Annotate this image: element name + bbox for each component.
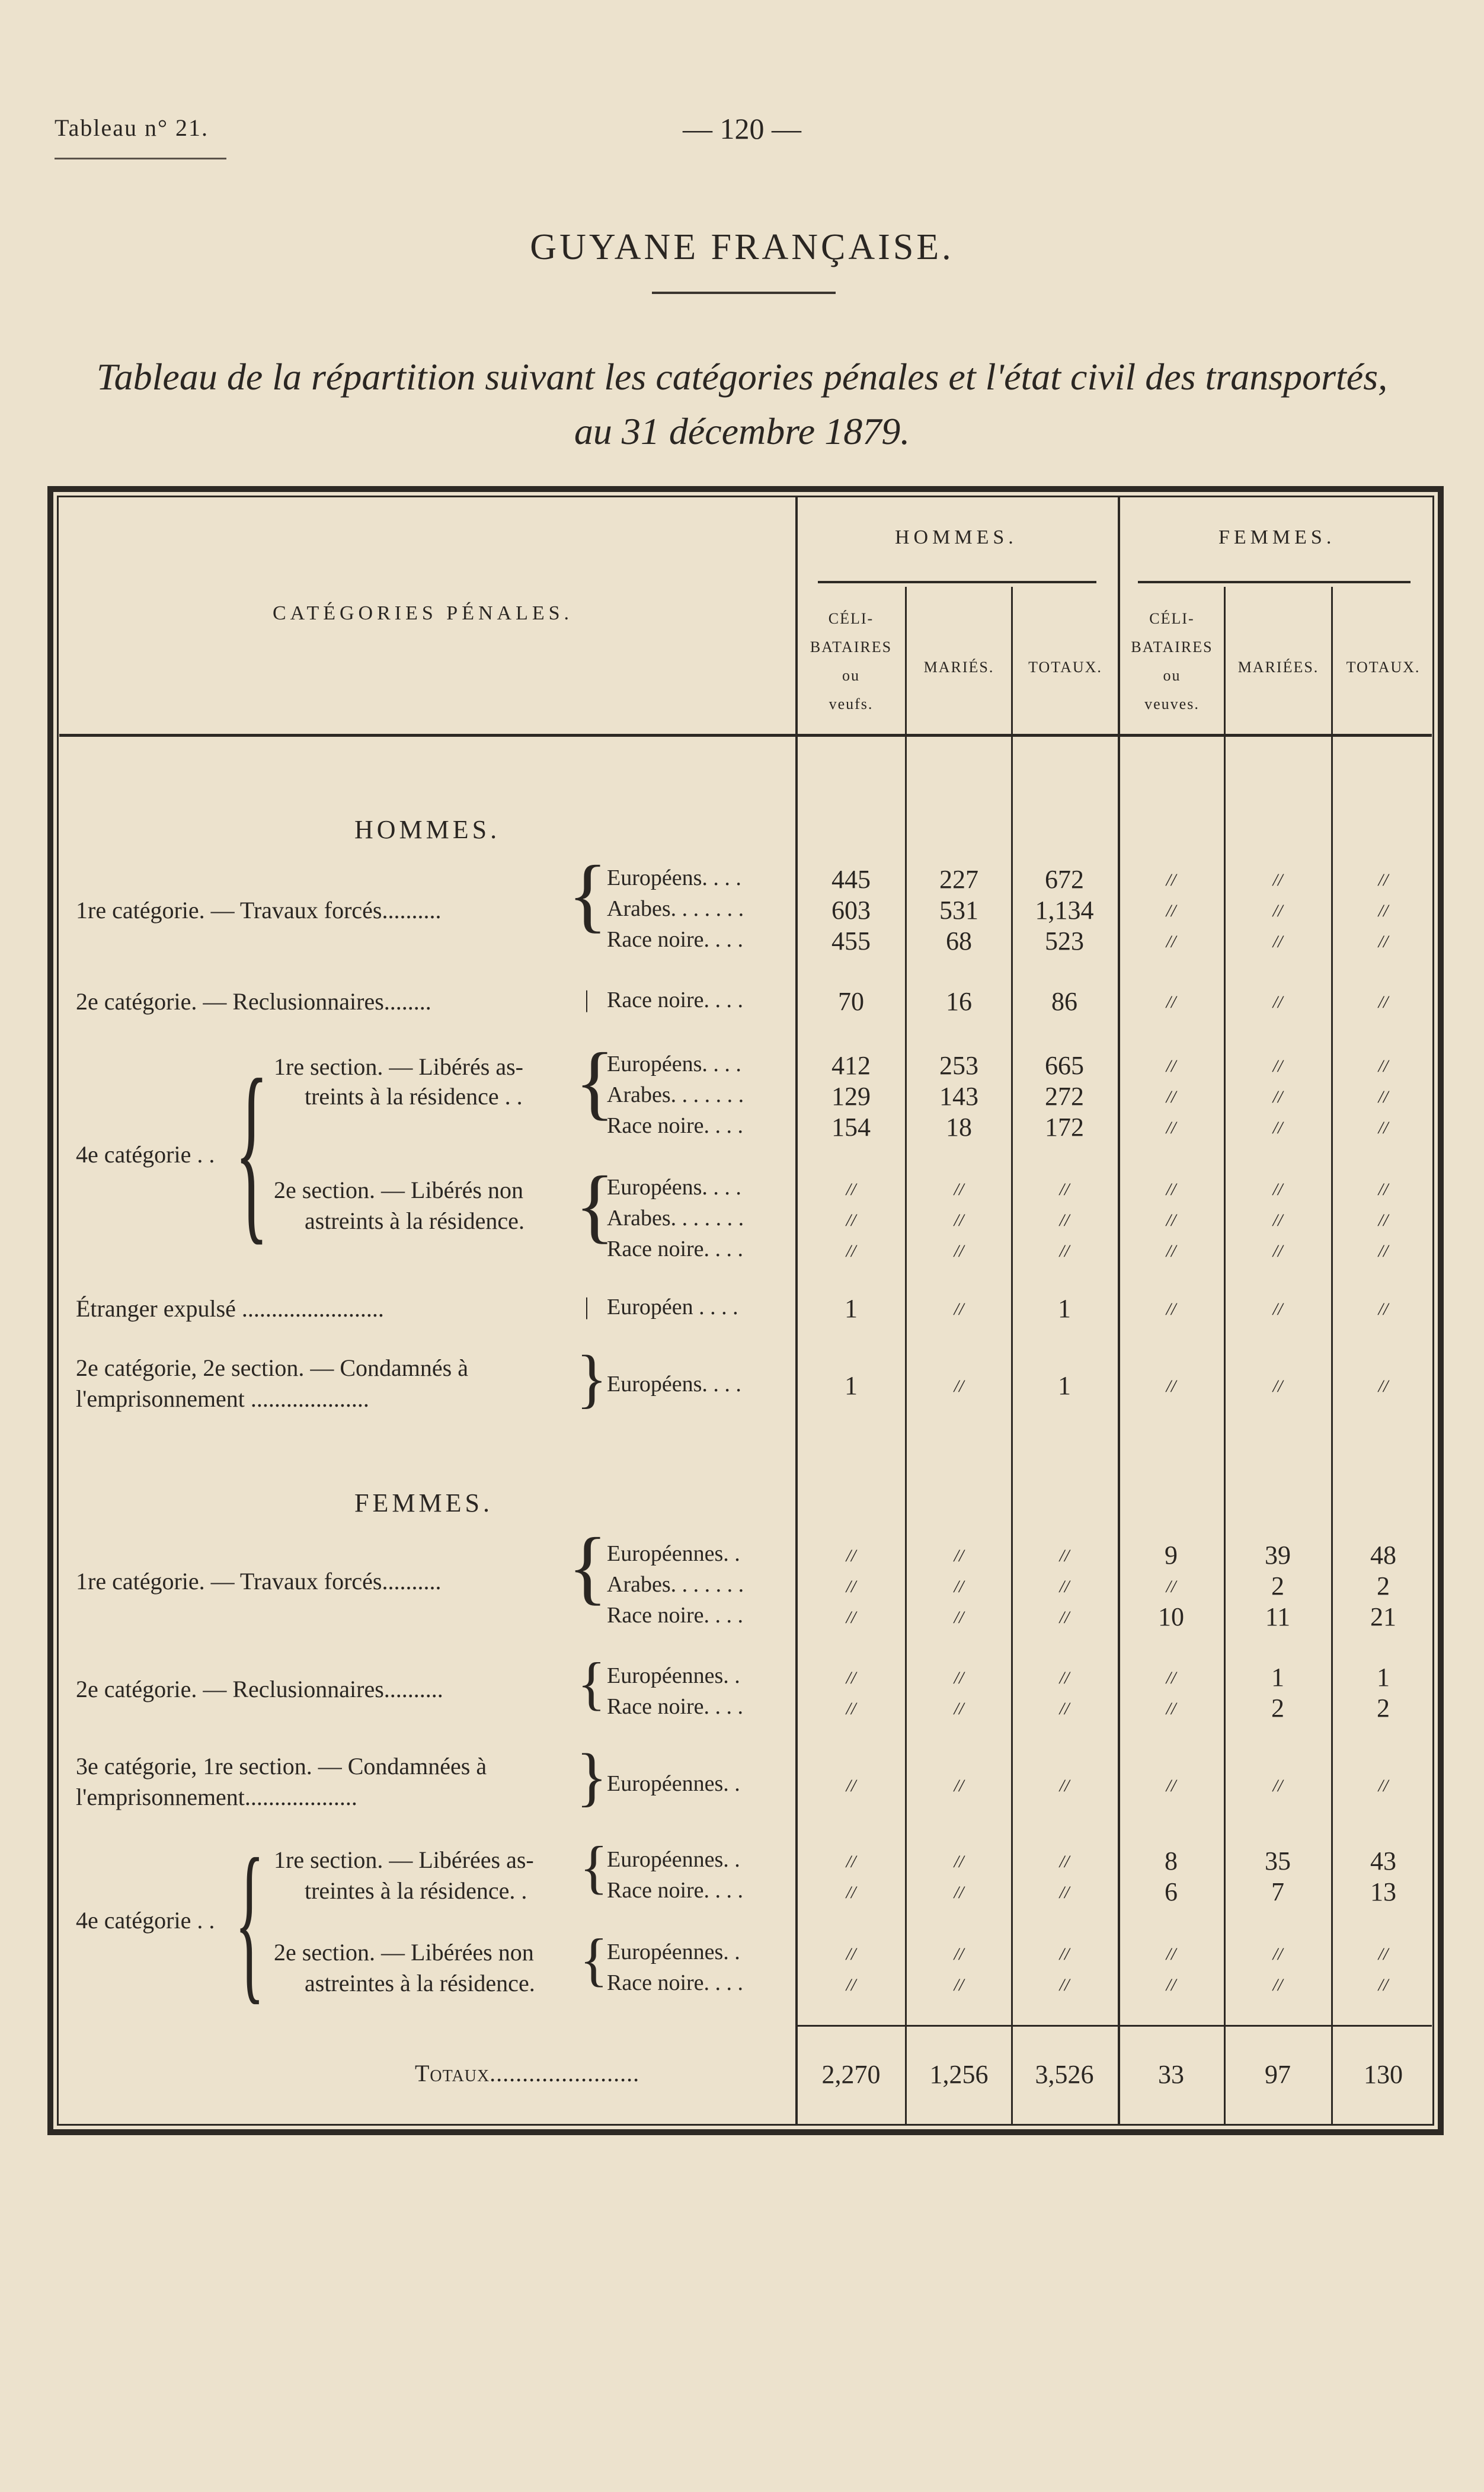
table-cell: // [846,1883,856,1902]
table-cell: // [1272,1087,1283,1107]
label-h-cat4-s2b: astreints à la résidence. [305,1207,524,1234]
table-cell: 455 [831,926,871,956]
page-title: GUYANE FRANÇAISE. [530,227,954,267]
table-cell: // [1272,932,1283,951]
race-label: Européennes. . [607,1847,740,1872]
table-cell: // [1378,1944,1389,1964]
table-cell: // [1059,1180,1070,1199]
race-label: Race noire. . . . [607,1694,744,1719]
table-cell: // [954,1975,964,1995]
label-f-cat4-s2b: astreintes à la résidence. [305,1970,535,1996]
table-cell: 11 [1265,1602,1291,1631]
table-cell: 2 [1271,1694,1284,1723]
table-cell: 43 [1370,1846,1396,1876]
table-cell: // [1166,1577,1176,1596]
table-cell: // [1378,1376,1389,1396]
section-hommes: HOMMES. [354,815,501,844]
table-cell: 6 [1165,1877,1178,1906]
table-cell: // [1059,1668,1070,1688]
total-h-maries: 1,256 [929,2060,989,2089]
table-cell: // [846,1776,856,1795]
label-f-cat4-s1b: treintes à la résidence. . [305,1877,527,1904]
label-h-cat2: 2e catégorie. — Reclusionnaires........ [76,988,431,1015]
table-cell: // [1272,1180,1283,1199]
label-h-cat4-s2a: 2e section. — Libérés non [274,1177,523,1203]
brace: { [575,1159,615,1251]
table-cell: // [1272,1944,1283,1964]
table-cell: // [846,1852,856,1871]
table-cell: // [1272,1776,1283,1795]
race-label: Européens. . . . [607,1175,741,1200]
table-cell: 10 [1158,1602,1184,1631]
table-cell: 531 [939,896,978,925]
hommes-header-rule [818,581,1096,583]
race-label: Race noire. . . . [607,927,744,952]
table-cell: // [846,1546,856,1566]
table-cell: // [846,1608,856,1627]
f-totaux-header: TOTAUX. [1346,659,1421,676]
table-cell: // [1378,1299,1389,1319]
table-cell: // [1378,1975,1389,1995]
subtitle-line-1: Tableau de la répartition suivant les catégories pénales et l'état civil des transportés, [96,356,1388,398]
table-cell: // [1166,1087,1176,1107]
label-f-cat4-s1a: 1re section. — Libérées as- [274,1846,534,1873]
race-label: Européen . . . . [607,1295,738,1320]
table-cell: // [1272,1376,1283,1396]
table-cell: // [1378,901,1389,921]
brace: { [577,1650,606,1716]
table-cell: // [954,1180,964,1199]
table-cell: 154 [831,1113,871,1142]
table-cell: // [954,1608,964,1627]
table-cell: // [954,1299,964,1319]
table-cell: // [1166,1699,1176,1718]
brace: { [568,849,608,941]
label-h-cat4-s1b: treints à la résidence . . [305,1083,523,1110]
femmes-header: FEMMES. [1218,526,1336,548]
race-label: Race noire. . . . [607,1113,744,1138]
table-cell: 9 [1165,1541,1178,1570]
label-totaux: Totaux....................... [415,2060,640,2087]
label-f-cat1: 1re catégorie. — Travaux forcés.......... [76,1568,442,1595]
brace: { [568,1521,608,1613]
bar-glyph: | [584,986,590,1012]
label-f-cat3-b: l'emprisonnement................... [76,1784,357,1810]
race-label: Race noire. . . . [607,1237,744,1261]
race-label: Européens. . . . [607,1052,741,1076]
table-cell: // [1059,1944,1070,1964]
h-maries-header: MARIÉS. [923,659,994,676]
table-cell: // [1166,1975,1176,1995]
col-rule-hf [1118,497,1120,2124]
table-cell: // [1166,1241,1176,1261]
table-cell: // [954,1546,964,1566]
table-cell: 48 [1370,1541,1396,1570]
table-cell: // [1272,1241,1283,1261]
table-cell: 35 [1265,1846,1291,1876]
table-cell: 8 [1165,1846,1178,1876]
race-label: Race noire. . . . [607,1878,744,1903]
table-cell: // [954,1852,964,1871]
label-h-cat2s2-a: 2e catégorie, 2e section. — Condamnés à [76,1354,468,1381]
femmes-header-rule [1138,581,1411,583]
race-label: Arabes. . . . . . . [607,1572,744,1597]
h-totaux-header: TOTAUX. [1028,659,1102,676]
label-f-cat2: 2e catégorie. — Reclusionnaires.......... [76,1676,443,1702]
table-cell: 603 [831,896,871,925]
total-h-totaux: 3,526 [1035,2060,1094,2089]
table-cell: 672 [1045,865,1084,894]
table-cell: // [1272,1056,1283,1076]
table-cell: // [1166,1210,1176,1230]
table-cell: // [954,1668,964,1688]
page-subtitle [71,350,1413,459]
table-cell: 70 [838,987,864,1016]
table-cell: // [1272,1975,1283,1995]
header-bottom-rule [59,734,1432,737]
brace: { [580,1926,608,1992]
table-cell: // [1059,1210,1070,1230]
table-cell: // [846,1577,856,1596]
table-cell: 445 [831,865,871,894]
section-femmes: FEMMES. [354,1488,493,1517]
table-cell: // [1272,992,1283,1012]
table-cell: 1 [1377,1663,1390,1692]
hommes-header: HOMMES. [895,526,1018,548]
race-label: Race noire. . . . [607,1970,744,1995]
totals-rule [798,2025,1432,2027]
table-cell: // [1166,1299,1176,1319]
table-cell: // [1378,1056,1389,1076]
table-cell: // [1166,1376,1176,1396]
table-cell: 86 [1051,987,1077,1016]
table-cell: // [846,1180,856,1199]
table-cell: // [846,1241,856,1261]
total-f-totaux: 130 [1364,2060,1403,2089]
page-number: — 120 — [683,112,801,145]
table-cell: 39 [1265,1541,1291,1570]
label-h-cat2s2-b: l'emprisonnement .................... [76,1385,369,1412]
table-cell: 1 [1058,1371,1071,1400]
table-cell: // [1272,870,1283,890]
table-cell: // [1166,1180,1176,1199]
table-cell: // [954,1944,964,1964]
f-celibataires-header: CÉLI- BATAIRES ou veuves. [1131,610,1213,713]
race-label: Européennes. . [607,1663,740,1688]
title-rule [652,292,836,294]
subtitle-line-2: au 31 décembre 1879. [574,410,910,452]
table-cell: // [1378,1180,1389,1199]
total-f-celib: 33 [1158,2060,1184,2089]
table-cell: 1 [845,1294,858,1323]
table-number: Tableau n° 21. [55,114,209,141]
brace: { [235,1038,269,1261]
table-cell: // [1378,1087,1389,1107]
race-label: Arabes. . . . . . . [607,1082,744,1107]
table-cell: // [1378,1118,1389,1138]
table-cell: 129 [831,1082,871,1111]
table-cell: // [954,1241,964,1261]
race-label: Européennes. . [607,1541,740,1566]
table-cell: // [954,1699,964,1718]
table-cell: // [1378,1776,1389,1795]
table-number-rule [55,158,226,159]
table-cell: 1 [1058,1294,1071,1323]
table-cell: // [1059,1883,1070,1902]
table-cell: // [1272,1210,1283,1230]
table-cell: // [1272,1299,1283,1319]
race-label: Européens. . . . [607,1372,741,1397]
brace: } [576,1342,607,1414]
table-cell: 7 [1271,1877,1284,1906]
table-cell: 143 [939,1082,978,1111]
col-rule-f1 [1224,587,1226,2124]
table-cell: // [1166,1944,1176,1964]
label-f-cat3-a: 3e catégorie, 1re section. — Condamnées à [76,1753,487,1779]
table-cell: 2 [1271,1571,1284,1600]
table-cell: // [1166,1668,1176,1688]
table-cell: // [846,1210,856,1230]
table-cell: // [1272,901,1283,921]
brace: { [235,1822,265,2019]
table-cell: 227 [939,865,978,894]
table-cell: // [1059,1852,1070,1871]
table-cell: 16 [946,987,972,1016]
table-cell: // [1166,932,1176,951]
table-cell: // [1059,1699,1070,1718]
bar-glyph: | [584,1293,590,1320]
table-cell: // [846,1944,856,1964]
table-cell: 68 [946,926,972,956]
race-label: Race noire. . . . [607,988,744,1012]
table-cell: 272 [1045,1082,1084,1111]
table-cell: // [846,1975,856,1995]
table-cell: // [1272,1118,1283,1138]
brace: { [575,1036,615,1128]
table-cell: // [1166,901,1176,921]
table-cell: 1,134 [1035,896,1094,925]
label-h-cat4-s1a: 1re section. — Libérés as- [274,1053,523,1080]
table-cell: 1 [845,1371,858,1400]
table-cell: // [1059,1241,1070,1261]
table-cell: 2 [1377,1694,1390,1723]
table-cell: // [954,1210,964,1230]
label-h-cat1: 1re catégorie. — Travaux forcés.......... [76,897,442,924]
race-label: Européennes. . [607,1771,740,1796]
table-cell: // [1059,1546,1070,1566]
race-label: Européennes. . [607,1940,740,1964]
table-cell: // [1378,932,1389,951]
table-cell: // [954,1776,964,1795]
table-cell: 523 [1045,926,1084,956]
table-cell: // [1378,1241,1389,1261]
total-h-celib: 2,270 [821,2060,881,2089]
table-cell: 13 [1370,1877,1396,1906]
table-cell: // [1166,1056,1176,1076]
h-celibataires-header: CÉLI- BATAIRES ou veufs. [810,610,893,713]
table-cell: // [846,1699,856,1718]
table-cell: // [1166,992,1176,1012]
table-cell: // [954,1883,964,1902]
race-label: Arabes. . . . . . . [607,1206,744,1231]
table-cell: // [1378,870,1389,890]
brace: } [576,1740,607,1813]
table-cell: 172 [1045,1113,1084,1142]
col-rule-f2 [1331,587,1333,2124]
table-cell: 412 [831,1051,871,1080]
table-cell: // [1166,1776,1176,1795]
col-rule-h1 [905,587,907,2124]
table-cell: 665 [1045,1051,1084,1080]
total-f-mariees: 97 [1265,2060,1291,2089]
table-cell: // [954,1376,964,1396]
table-cell: // [1166,1118,1176,1138]
f-mariees-header: MARIÉES. [1237,659,1319,676]
race-label: Européens. . . . [607,865,741,890]
table-cell: // [1059,1577,1070,1596]
brace: { [580,1834,608,1900]
table-cell: 21 [1370,1602,1396,1631]
table-cell: // [1378,992,1389,1012]
table-cell: // [1059,1975,1070,1995]
table-cell: // [1378,1210,1389,1230]
label-f-cat4: 4e catégorie . . [76,1907,215,1934]
col-rule-cat [795,497,798,2124]
table-cell: // [1059,1776,1070,1795]
col-rule-h2 [1011,587,1013,2124]
categories-header: CATÉGORIES PÉNALES. [273,602,574,624]
label-h-cat4: 4e catégorie . . [76,1141,215,1168]
race-label: Race noire. . . . [607,1603,744,1628]
table-cell: 2 [1377,1571,1390,1600]
table-cell: 253 [939,1051,978,1080]
table-cell: // [846,1668,856,1688]
table-cell: // [1059,1608,1070,1627]
table-cell: 18 [946,1113,972,1142]
race-label: Arabes. . . . . . . [607,896,744,921]
label-f-cat4-s2a: 2e section. — Libérées non [274,1939,534,1966]
table-cell: // [1166,870,1176,890]
table-cell: // [954,1577,964,1596]
table-cell: 1 [1271,1663,1284,1692]
label-etranger: Étranger expulsé ........................ [76,1295,384,1322]
